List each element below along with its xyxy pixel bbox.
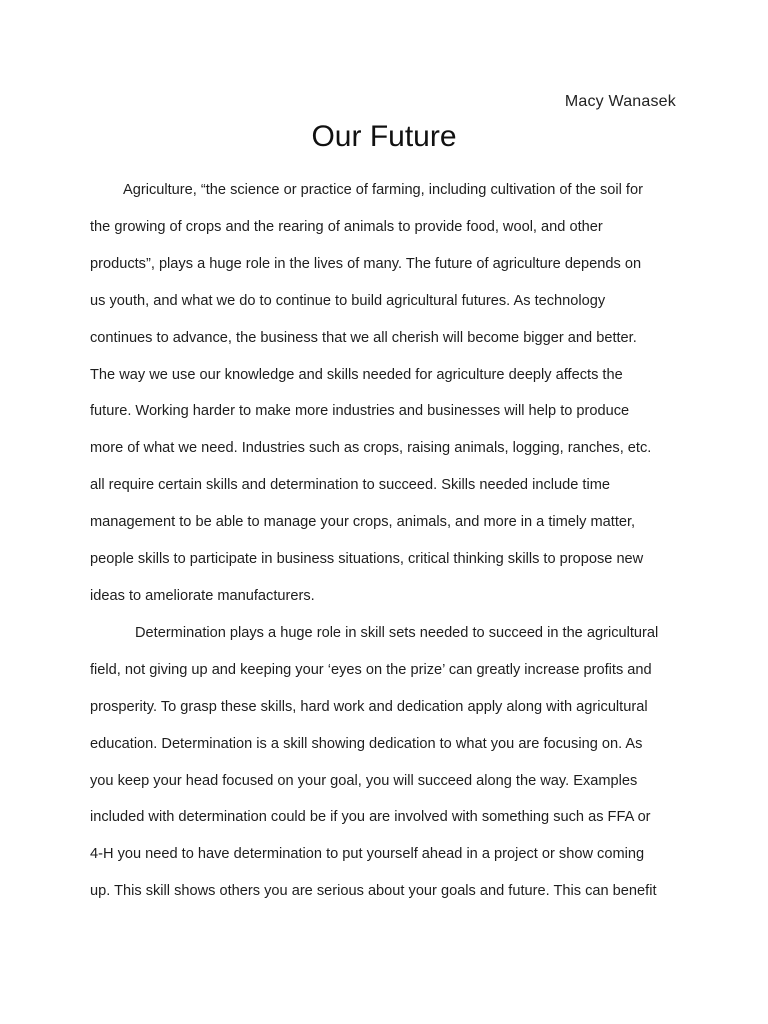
text-line: 4-H you need to have determination to put yourself ahead in a project or show coming xyxy=(90,846,645,863)
text-line: you keep your head focused on your goal, you will succeed along the way. Examples xyxy=(90,772,638,789)
text-line: up. This skill shows others you are serious about your goals and future. This can benefit xyxy=(90,883,657,900)
paragraph-1 xyxy=(90,172,680,615)
text-line: all require certain skills and determination to succeed. Skills needed include time xyxy=(90,477,610,494)
text-line: the growing of crops and the rearing of animals to provide food, wool, and other xyxy=(90,218,603,235)
text-line: future. Working harder to make more industries and businesses will help to produce xyxy=(90,403,630,420)
text-line: management to be able to manage your crops, animals, and more in a timely matter, xyxy=(90,514,636,531)
text-line: The way we use our knowledge and skills needed for agriculture deeply affects the xyxy=(90,366,623,383)
text-line: field, not giving up and keeping your ‘eyes on the prize’ can greatly increase profits and xyxy=(90,661,652,678)
author-name: Macy Wanasek xyxy=(564,93,676,110)
text-line: prosperity. To grasp these skills, hard work and dedication apply along with agricultural xyxy=(90,698,648,715)
text-line: products”, plays a huge role in the lives of many. The future of agriculture depends on xyxy=(90,255,642,272)
text-line: ideas to ameliorate manufacturers. xyxy=(90,587,315,604)
paragraph-2 xyxy=(90,615,680,910)
text-line: more of what we need. Industries such as crops, raising animals, logging, ranches, etc. xyxy=(90,440,652,457)
text-line: continues to advance, the business that we all cherish will become bigger and better. xyxy=(90,329,637,346)
text-line: education. Determination is a skill showing dedication to what you are focusing on. As xyxy=(90,735,643,752)
text-line: Determination plays a huge role in skill sets needed to succeed in the agricultural xyxy=(135,624,659,641)
document-body xyxy=(90,172,680,910)
text-line: Agriculture, “the science or practice of farming, including cultivation of the soil for xyxy=(123,182,643,198)
text-line: included with determination could be if you are involved with something such as FFA or xyxy=(90,809,651,826)
text-line: people skills to participate in business situations, critical thinking skills to propose new xyxy=(90,551,644,568)
page-title: Our Future xyxy=(311,120,457,153)
text-line: us youth, and what we do to continue to build agricultural futures. As technology xyxy=(90,292,606,309)
